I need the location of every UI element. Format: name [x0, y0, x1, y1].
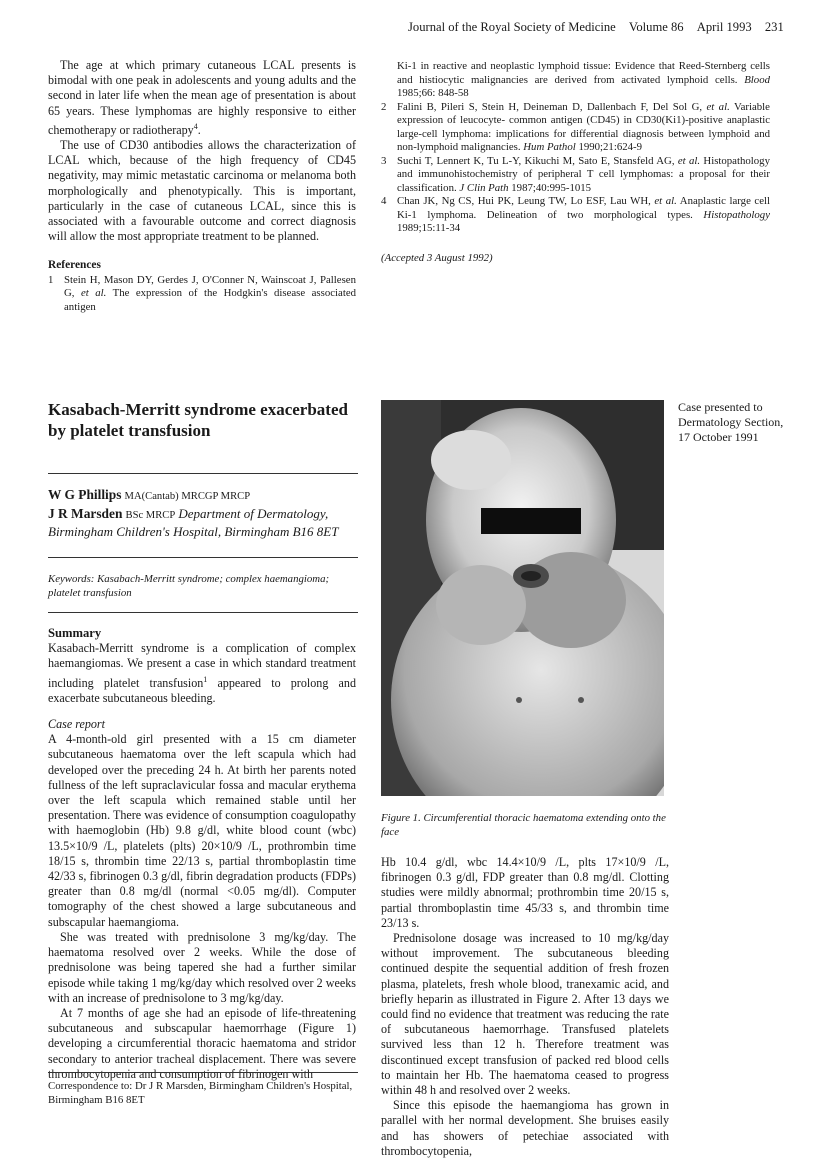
- figure-caption: Figure 1. Circumferential thoracic haematoma extending onto the face: [381, 812, 666, 838]
- author-1-name: W G Phillips: [48, 487, 122, 502]
- prev-paragraph-2: The use of CD30 antibodies allows the characterization of LCAL which, because of the high frequency of CD45 negativity, may mimic metastatic carcinoma or melanoma both morphologically and phenotypically. This is important, particularly in the case of cutaneous LCAL, since this is associated with a favourable outcome and correct diagnosis will allow the most appropriate treatment to be planned.: [48, 138, 356, 244]
- prev-article-left-column: [48, 58, 356, 314]
- article-right-column: [381, 855, 669, 1159]
- authors-divider: [48, 557, 358, 558]
- summary-heading: Summary: [48, 626, 102, 640]
- reference-4: 4 Chan JK, Ng CS, Hui PK, Leung TW, Lo ESF, Lau WH, et al. Anaplastic large cell Ki-1 lymphoma. Delineation of two morphological types. Histopathology 1989;15:11-34: [381, 195, 771, 234]
- accepted-date: (Accepted 3 August 1992): [381, 251, 493, 264]
- case-paragraph-3: At 7 months of age she had an episode of life-threatening subcutaneous and subscapular haemorrhage (Figure 1) developing a circumferential thoracic haematoma and stridor secondary to anterior tracheal displacement. There was severe thrombocytopenia and consumption of fibrinogen with: [48, 1005, 356, 1081]
- reference-1-continued: Ki-1 in reactive and neoplastic lymphoid tissue: Evidence that Reed-Sternberg cells and histiocytic malignancies are derived from activated lymphoid cells. Blood 1985;66: 848-58: [397, 60, 770, 99]
- references-heading: References: [48, 259, 101, 272]
- case-presented-note: Case presented to Dermatology Section, 17 October 1991: [678, 400, 784, 444]
- author-1-degrees: MA(Cantab) MRCGP MRCP: [124, 491, 251, 502]
- infant-photo-illustration: [381, 400, 664, 796]
- running-header: [398, 20, 784, 35]
- author-block: [48, 487, 358, 541]
- case-report-heading: Case report: [48, 717, 105, 732]
- keywords-divider: [48, 612, 358, 613]
- page-number: 231: [764, 20, 784, 34]
- journal-volume: Volume 86: [628, 20, 684, 34]
- reference-2: 2 Falini B, Pileri S, Stein H, Deineman D, Dallenbach F, Del Sol G, et al. Variable expression of leucocyte- common antigen (CD45) in CD30(Ki1)-positive anaplastic large-cell lymphoma: implications for differential diagnosis between lymphoid and non-lymphoid malignancies. Hum Pathol 1990;21:624-9: [381, 100, 770, 153]
- case-paragraph-2: She was treated with prednisolone 3 mg/kg/day. The haematoma resolved over 2 weeks. While the dose of prednisolone was being tapered she had a further similar episode while taking 1 mg/kg/day which resolved over 2 weeks with an increase of prednisolone to 3 mg/kg/day.: [48, 929, 356, 1005]
- right-paragraph-1: Hb 10.4 g/dl, wbc 14.4×10/9 /L, plts 17×10/9 /L, fibrinogen 0.3 g/dl, FDP greater than 0.8 mg/dl. Clotting studies were mildly abnormal; prothrombin time 20/15 s, partial thromboplastin time 45/33 s, and thrombin time 23/13 s.: [381, 855, 669, 930]
- author-affiliation: Department of Dermatology, Birmingham Children's Hospital, Birmingham B16 8ET: [48, 505, 339, 539]
- right-paragraph-2: Prednisolone dosage was increased to 10 mg/kg/day without improvement. The subcutaneous bleeding continued despite the sequential addition of fresh frozen plasma, platelets, fresh whole blood, tranexamic acid, and briefly heparin as illustrated in Figure 2. After 13 days we could find no evidence that treatment was reducing the rate of subcutaneous haemorrhage. Transfused platelets survived less than 12 h. Therefore treatment was discontinued except transfusion of packed red blood cells to maintain her Hb. The haematoma ceased to progress within 48 h and resolved over 2 weeks.: [381, 931, 669, 1098]
- author-2-degrees: BSc MRCP: [125, 509, 176, 521]
- correspondence-note: Correspondence to: Dr J R Marsden, Birmingham Children's Hospital, Birmingham B16 8ET: [48, 1080, 353, 1106]
- footnote-divider: [48, 1072, 358, 1073]
- journal-date: April 1993: [696, 20, 752, 34]
- case-paragraph-1: A 4-month-old girl presented with a 15 cm diameter subcutaneous haematoma over the left scapula which had developed over the preceding 24 h. At birth her parents noted fullness of the left supraclavicular fossa and macular erythema over the left scapula which remained stable until her presentation. There was evidence of consumption coagulopathy with haemoglobin (Hb) 9.8 g/dl, white blood count (wbc) 13.5×10/9 /L, platelets (plts) 20×10/9 /L, prothrombin time 18/15 s, thrombin time 22/13 s, partial thromboplastin time 42/33 s, fibrinogen 0.3 g/dl, fibrin degradation products (FDPs) greater than 0.8 mg/dl (normal <0.05 mg/dl). Computer tomography of the chest showed a large subcutaneous and subscapular haemangioma.: [48, 732, 356, 929]
- right-paragraph-3: Since this episode the haemangioma has grown in parallel with her normal development. She bruises easily and has showers of petechiae associated with thrombocytopenia,: [381, 1098, 669, 1158]
- title-divider: [48, 473, 358, 474]
- article-left-column: [48, 626, 356, 1082]
- author-2-name: J R Marsden: [48, 505, 123, 521]
- prev-article-right-column: [381, 60, 770, 264]
- reference-3: 3 Suchi T, Lennert K, Tu L-Y, Kikuchi M, Sato E, Stansfeld AG, et al. Histopathology and immunohistochemistry of peripheral T cell lymphomas: a proposal for their classification. J Clin Path 1987;40:995-1015: [381, 154, 770, 194]
- summary-text: Kasabach-Merritt syndrome is a complication of complex haemangiomas. We present a case in which standard treatment including platelet transfusion$^1$ appeared to prolong and exacerbate subcutaneous bleeding.: [48, 641, 356, 705]
- reference-1: 1 Stein H, Mason DY, Gerdes J, O'Conner N, Wainscoat J, Pallesen G, et al. The expression of the Hodgkin's disease associated antigen: [48, 273, 357, 313]
- article-title: Kasabach-Merritt syndrome exacerbated by platelet transfusion: [48, 400, 348, 440]
- prev-paragraph-1: The age at which primary cutaneous LCAL presents is bimodal with one peak in adolescents and young adults and the second in later life when the mean age of presentation is about 65 years. These lymphomas are highly responsive to either chemotherapy or radiotherapy$^4$.: [48, 58, 356, 137]
- figure-1-photo: [381, 400, 664, 796]
- keywords: Keywords: Kasabach-Merritt syndrome; complex haemangioma; platelet transfusion: [48, 573, 330, 599]
- journal-name: Journal of the Royal Society of Medicine: [408, 20, 616, 34]
